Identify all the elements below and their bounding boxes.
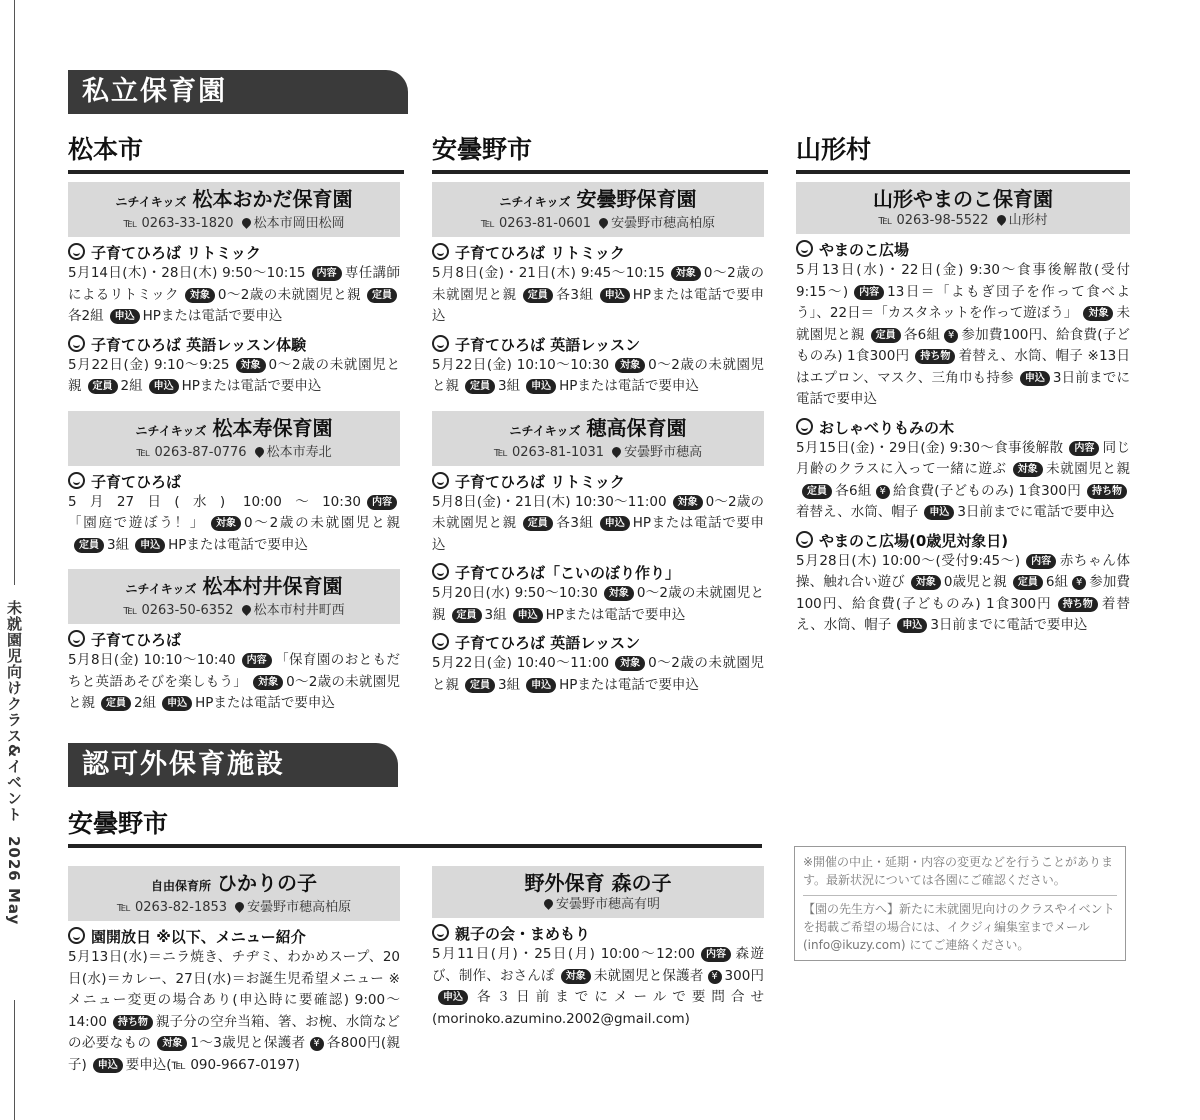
yen-icon: ¥	[876, 485, 890, 499]
event-detail-text: HPまたは電話で要申込	[168, 536, 308, 553]
event-detail-text: 未就園児と親	[796, 305, 1131, 343]
event-detail-text: 各2組	[68, 308, 104, 324]
nursery-name-line	[68, 573, 400, 602]
phone-number: ℡ 0263-82-1853	[116, 900, 228, 915]
nursery-name-box	[432, 411, 764, 466]
event-detail-text: 6組	[1045, 574, 1069, 590]
smiley-face-icon	[68, 630, 85, 647]
smiley-face-icon	[432, 633, 449, 650]
info-tag: 申込	[438, 990, 468, 1005]
event-detail-text: 各3組	[555, 515, 594, 531]
info-tag: 持ち物	[1087, 484, 1127, 499]
event-detail-text: 未就園児と保護者	[593, 967, 704, 984]
nursery-contact	[432, 444, 764, 462]
smiley-face-icon	[68, 243, 85, 260]
nursery-contact	[432, 215, 764, 233]
notice-box	[794, 846, 1126, 961]
event-title-text: 子育てひろば 英語レッスン体験	[91, 335, 307, 354]
event-detail-text: 専任講師によるリトミック	[68, 265, 400, 303]
event-detail-text: 5月28日(木) 10:00〜(受付9:45〜)	[796, 552, 1021, 569]
smiley-face-icon	[432, 243, 449, 260]
event-detail-text: 5月27日(水) 10:00〜10:30	[68, 493, 361, 510]
event-details	[796, 260, 1130, 411]
event-detail-text: 3組	[498, 676, 521, 693]
location-pin-icon	[240, 603, 253, 616]
smiley-face-icon	[432, 924, 449, 941]
event-detail-text: 要申込(℡ 090-9667-0197)	[125, 1056, 300, 1073]
event-detail-text: HPまたは電話で要申込	[559, 378, 699, 394]
info-tag: 内容	[242, 653, 272, 668]
event-details	[796, 438, 1130, 524]
section-banner-private: 私立保育園	[68, 70, 408, 114]
nursery-contact	[68, 215, 400, 233]
nursery-name-line	[68, 415, 400, 444]
info-tag: 申込	[600, 288, 630, 303]
event-title-text: 子育てひろば	[91, 631, 182, 649]
event-item	[432, 563, 764, 626]
event-detail-text: 0〜2歳の未就園児と親	[68, 673, 401, 711]
city-heading-azumino-unlicensed: 安曇野市	[68, 804, 762, 848]
info-tag: 申込	[600, 516, 630, 531]
event-item	[432, 472, 764, 557]
nursery-prefix: ニチイキッズ	[115, 195, 187, 209]
event-details	[432, 263, 764, 328]
info-tag: 内容	[701, 947, 731, 962]
info-tag: 申込	[513, 608, 543, 623]
event-title	[68, 927, 400, 947]
event-detail-text: 0〜2歳の未就園児と親	[432, 493, 764, 531]
column-morinoko	[432, 866, 764, 1037]
sidebar	[0, 0, 28, 1120]
event-detail-text: HPまたは電話で要申込	[432, 286, 764, 324]
event-detail-text: 300円	[724, 967, 764, 984]
event-detail-text: 0歳児と親	[943, 574, 1007, 590]
event-details	[432, 492, 764, 557]
event-item	[432, 633, 764, 696]
event-detail-text: 3日前までに電話で要申込	[957, 504, 1115, 520]
nursery-name: 松本村井保育園	[202, 574, 343, 598]
nursery-spacer	[68, 722, 400, 728]
event-title	[432, 243, 764, 263]
info-tag: 定員	[101, 696, 131, 711]
event-detail-text: 給食費(子どものみ) 1食300円	[892, 482, 1082, 499]
nursery-address: 安曇野市穂高柏原	[611, 216, 716, 231]
nursery-name-box	[432, 866, 764, 918]
info-tag: 対象	[671, 266, 701, 281]
phone-number: ℡ 0263-50-6352	[123, 603, 234, 618]
nursery-name: 穂高保育園	[586, 415, 687, 440]
info-tag: 定員	[465, 678, 495, 693]
info-tag: 定員	[74, 538, 104, 553]
yen-icon: ¥	[944, 329, 958, 343]
smiley-face-icon	[796, 240, 813, 257]
event-detail-text: 同じ月齢のクラスに入って一緒に遊ぶ	[796, 439, 1130, 477]
nursery-name-line	[68, 870, 400, 899]
event-detail-text: 森遊び、制作、おさんぽ	[432, 946, 765, 984]
info-tag: 対象	[561, 969, 591, 984]
nursery-name-box	[68, 411, 400, 466]
info-tag: 対象	[615, 358, 645, 373]
event-detail-text: 5月15日(金)・29日(金) 9:30〜食事後解散	[796, 439, 1064, 456]
info-tag: 内容	[1069, 441, 1099, 456]
event-detail-text: 2組	[134, 695, 157, 711]
nursery-prefix: ニチイキッズ	[499, 195, 571, 209]
event-detail-text: 「園庭で遊ぼう！」	[68, 515, 206, 531]
event-detail-text: 5月14日(木)・28日(木) 9:50〜10:15	[68, 265, 306, 281]
nursery-name: 松本おかだ保育園	[192, 187, 353, 211]
event-title	[796, 240, 1130, 260]
sidebar-line-top	[14, 0, 15, 585]
info-tag: 定員	[523, 288, 553, 303]
info-tag: 定員	[871, 328, 901, 343]
event-detail-text: 5月22日(金) 10:40〜11:00	[432, 655, 610, 671]
info-tag: 内容	[312, 266, 342, 281]
yen-icon: ¥	[708, 970, 722, 984]
info-tag: 申込	[93, 1058, 123, 1073]
event-detail-text: 13日＝「よもぎ団子を作って食べよう」、22日＝「カスタネットを作って遊ぼう」	[796, 283, 1130, 321]
event-detail-text: 1〜3歳児と保護者	[190, 1035, 306, 1051]
event-title-text: 子育てひろば「こいのぼり作り」	[455, 564, 681, 582]
event-detail-text: 3日前までに電話で要申込	[930, 617, 1088, 633]
info-tag: 対象	[211, 516, 241, 531]
sidebar-issue: 2026 May	[5, 836, 23, 926]
event-detail-text: HPまたは電話で要申込	[545, 606, 686, 623]
event-detail-text: 5月11日(月)・25日(月) 10:00〜12:00	[432, 946, 696, 962]
info-tag: 対象	[1013, 462, 1043, 477]
event-details	[68, 947, 400, 1076]
nursery-contact	[68, 899, 400, 917]
nursery-name-line	[432, 415, 764, 444]
info-tag: 対象	[615, 656, 645, 671]
nursery-name: 山形やまのこ保育園	[873, 187, 1053, 211]
smiley-face-icon	[796, 531, 813, 548]
event-item	[796, 240, 1130, 411]
location-pin-icon	[995, 213, 1008, 226]
event-item	[68, 243, 400, 328]
event-item	[432, 243, 764, 328]
event-detail-text: 赤ちゃん体操、触れ合い遊び	[796, 552, 1130, 590]
smiley-face-icon	[68, 927, 85, 944]
event-title	[68, 472, 400, 492]
smiley-face-icon	[796, 418, 813, 435]
nursery-name-box	[68, 182, 400, 237]
event-details	[68, 263, 400, 328]
info-tag: 対象	[185, 288, 215, 303]
info-tag: 対象	[673, 495, 703, 510]
event-title	[796, 531, 1130, 551]
info-tag: 申込	[1020, 371, 1050, 386]
event-title-text: 子育てひろば リトミック	[455, 244, 625, 262]
event-detail-text: 着替え、水筒、帽子 ※13日はエプロン、マスク、三角巾も持参	[796, 348, 1131, 386]
nursery-prefix: ニチイキッズ	[509, 423, 581, 438]
info-tag: 申込	[897, 618, 927, 633]
info-tag: 定員	[452, 608, 482, 623]
nursery-name-line	[432, 870, 764, 896]
info-tag: 定員	[367, 288, 397, 303]
event-detail-text: 3日前までに電話で要申込	[796, 369, 1130, 407]
event-title	[68, 243, 400, 263]
info-tag: 定員	[1013, 575, 1043, 590]
nursery-name: ひかりの子	[217, 871, 317, 895]
event-detail-text: 0〜2歳の未就園児と親	[432, 655, 764, 693]
event-detail-text: 0〜2歳の未就園児と親	[244, 515, 400, 531]
nursery-name: 野外保育 森の子	[524, 871, 672, 895]
event-title	[68, 630, 400, 650]
event-detail-text: 5月20日(水) 9:50〜10:30	[432, 585, 598, 601]
nursery-name: 松本寿保育園	[212, 415, 333, 440]
event-detail-text: 5月13日(水)・22日(金) 9:30〜食事後解散(受付9:15〜)	[796, 262, 1130, 300]
smiley-face-icon	[432, 472, 449, 489]
event-title	[432, 472, 764, 492]
event-item	[68, 630, 400, 715]
nursery-address: 安曇野市穂高有明	[555, 897, 660, 912]
event-detail-text: 親子分の空弁当箱、箸、お椀、水筒などの必要なもの	[68, 1013, 400, 1051]
event-title-text: おしゃべりもみの木	[819, 418, 955, 437]
nursery-name-box	[68, 866, 400, 921]
info-tag: 対象	[157, 1036, 187, 1051]
nursery-address: 安曇野市穂高柏原	[247, 900, 352, 915]
nursery-prefix: ニチイキッズ	[125, 582, 197, 596]
event-detail-text: 5月13日(水)＝ニラ焼き、チヂミ、わかめスープ、20日(水)＝カレー、27日(水)＝お誕生児希望メニュー ※メニュー変更の場合あり(申込時に要確認) 9:00〜14:00	[68, 949, 400, 1030]
event-detail-text: 0〜2歳の未就園児と親	[68, 356, 400, 394]
event-detail-text: HPまたは電話で要申込	[559, 676, 699, 693]
info-tag: 定員	[523, 516, 553, 531]
column-matsumoto	[68, 182, 400, 728]
nursery-address: 松本市村井町西	[253, 603, 345, 618]
info-tag: 持ち物	[113, 1015, 153, 1030]
event-detail-text: 参加費100円、給食費(子どものみ) 1食300円	[796, 574, 1131, 612]
event-details	[68, 650, 400, 715]
info-tag: 申込	[149, 379, 179, 394]
info-tag: 内容	[854, 285, 884, 300]
phone-number: ℡ 0263-81-1031	[493, 444, 605, 460]
info-tag: 申込	[135, 538, 165, 553]
yen-icon: ¥	[1072, 576, 1086, 590]
event-detail-text: 着替え、水筒、帽子	[796, 504, 919, 520]
info-tag: 申込	[526, 678, 556, 693]
smiley-face-icon	[68, 335, 85, 352]
nursery-name: 安曇野保育園	[576, 187, 697, 211]
nursery-prefix: 自由保育所	[150, 879, 211, 893]
smiley-face-icon	[68, 472, 85, 489]
phone-number: ℡ 0263-98-5522	[878, 213, 989, 228]
info-tag: 申込	[110, 309, 140, 324]
event-title	[432, 563, 764, 583]
nursery-address: 松本市寿北	[266, 444, 332, 460]
column-azumino	[432, 182, 764, 709]
event-title-text: 子育てひろば リトミック	[91, 244, 261, 262]
event-detail-text: 参加費100円、給食費(子どものみ) 1食300円	[796, 326, 1130, 364]
sidebar-title: 未就園児向けクラス&イベント	[5, 600, 23, 823]
event-item	[796, 531, 1130, 637]
event-details	[68, 492, 400, 557]
smiley-face-icon	[432, 335, 449, 352]
event-detail-text: 5月22日(金) 10:10〜10:30	[432, 356, 610, 373]
city-heading-yamagata: 山形村	[796, 130, 1130, 174]
info-tag: 内容	[367, 495, 397, 510]
event-detail-text: 未就園児と親	[1045, 461, 1130, 477]
event-title	[432, 335, 764, 355]
event-detail-text: 3組	[484, 606, 507, 623]
info-tag: 対象	[253, 675, 283, 690]
nursery-address: 松本市岡田松岡	[253, 216, 345, 231]
event-detail-text: 2組	[120, 378, 143, 394]
event-details	[432, 583, 764, 626]
nursery-contact	[432, 896, 764, 914]
nursery-contact	[68, 444, 400, 462]
event-detail-text: 各３日前までにメールで要問合せ (morinoko.azumino.2002@gmail.com)	[432, 989, 764, 1027]
location-pin-icon	[240, 216, 253, 229]
event-detail-text: 3組	[498, 378, 521, 394]
event-item	[796, 418, 1130, 524]
event-details	[796, 551, 1130, 637]
nursery-name-box	[432, 182, 764, 237]
phone-number: ℡ 0263-81-0601	[480, 216, 592, 231]
event-detail-text: 「保育園のおともだちと英語あそびを楽しもう」	[68, 652, 400, 690]
yen-icon: ¥	[310, 1037, 324, 1051]
event-title	[432, 633, 764, 653]
nursery-prefix: ニチイキッズ	[135, 423, 207, 438]
info-tag: 申込	[924, 505, 954, 520]
event-title-text: やまのこ広場	[819, 241, 910, 259]
event-title-text: 子育てひろば 英語レッスン	[455, 335, 641, 354]
event-detail-text: 5月8日(金) 10:10〜10:40	[68, 652, 236, 668]
nursery-contact	[68, 602, 400, 620]
info-tag: 申込	[162, 696, 192, 711]
city-heading-matsumoto: 松本市	[68, 130, 404, 174]
event-details	[432, 944, 764, 1030]
info-tag: 対象	[236, 358, 266, 373]
event-details	[432, 653, 764, 696]
notice-text-2: 【園の先生方へ】新たに未就園児向けのクラスやイベントを掲載ご希望の場合には、イクジィ編集室までメール(info@ikuzy.com) にてご連絡ください。	[803, 902, 1115, 952]
section-banner-unlicensed: 認可外保育施設	[68, 743, 398, 787]
event-item	[432, 924, 764, 1030]
event-detail-text: HPまたは電話で要申込	[142, 308, 283, 324]
event-detail-text: HPまたは電話で要申込	[181, 378, 322, 394]
notice-divider	[803, 895, 1117, 896]
event-detail-text: 0〜2歳の未就園児と親	[432, 585, 764, 623]
smiley-face-icon	[432, 563, 449, 580]
info-tag: 対象	[604, 586, 634, 601]
event-detail-text: 各6組	[835, 482, 872, 499]
event-detail-text: HPまたは電話で要申込	[432, 515, 764, 553]
event-detail-text: 5月22日(金) 9:10〜9:25	[68, 356, 230, 373]
event-detail-text: 5月8日(金)・21日(木) 9:45〜10:15	[432, 265, 665, 281]
location-pin-icon	[542, 897, 555, 910]
column-yamagata	[796, 182, 1130, 644]
phone-number: ℡ 0263-33-1820	[123, 216, 234, 231]
info-tag: 持ち物	[1058, 597, 1098, 612]
event-title-text: 親子の会・まめもり	[455, 925, 591, 943]
nursery-address: 安曇野市穂高	[624, 444, 703, 460]
event-title-text: 子育てひろば	[91, 472, 182, 491]
event-title-text: 子育てひろば リトミック	[455, 472, 625, 491]
location-pin-icon	[610, 445, 623, 458]
notice-text-1: ※開催の中止・延期・内容の変更などを行うことがあります。最新状況については各園にご確認ください。	[803, 855, 1114, 887]
city-heading-azumino: 安曇野市	[432, 130, 768, 174]
sidebar-label	[4, 600, 25, 926]
nursery-contact	[796, 212, 1130, 230]
event-title	[68, 335, 400, 355]
info-tag: 内容	[1026, 554, 1056, 569]
event-detail-text: 5月8日(金)・21日(木) 10:30〜11:00	[432, 493, 667, 510]
event-detail-text: 着替え、水筒、帽子	[796, 595, 1130, 633]
info-tag: 対象	[911, 575, 941, 590]
event-detail-text: 3組	[107, 536, 130, 553]
location-pin-icon	[597, 216, 610, 229]
phone-number: ℡ 0263-87-0776	[136, 444, 247, 460]
nursery-name-line	[432, 186, 764, 215]
info-tag: 対象	[1083, 306, 1113, 321]
info-tag: 申込	[526, 379, 556, 394]
event-item	[68, 472, 400, 557]
nursery-spacer	[432, 703, 764, 709]
info-tag: 定員	[802, 484, 832, 499]
event-detail-text: 各6組	[903, 326, 941, 343]
event-details	[432, 355, 764, 398]
event-detail-text: 0〜2歳の未就園児と親	[432, 356, 764, 394]
event-detail-text: 0〜2歳の未就園児と親	[432, 265, 764, 303]
location-pin-icon	[253, 445, 266, 458]
nursery-address: 山形村	[1008, 213, 1048, 228]
info-tag: 持ち物	[915, 349, 955, 364]
sidebar-line-bottom	[14, 1000, 15, 1120]
info-tag: 定員	[465, 379, 495, 394]
event-detail-text: 各800円(親子)	[68, 1035, 401, 1073]
event-title-text: 子育てひろば 英語レッスン	[455, 634, 641, 652]
event-item	[432, 335, 764, 398]
nursery-name-line	[68, 186, 400, 215]
event-detail-text: 各3組	[555, 286, 594, 303]
event-detail-text: HPまたは電話で要申込	[195, 695, 335, 711]
nursery-name-box	[68, 569, 400, 624]
location-pin-icon	[233, 900, 246, 913]
event-title	[432, 924, 764, 944]
event-title	[796, 418, 1130, 438]
event-item	[68, 335, 400, 398]
nursery-name-box	[796, 182, 1130, 234]
column-hikarinoko	[68, 866, 400, 1083]
info-tag: 定員	[88, 379, 118, 394]
event-details	[68, 355, 400, 398]
event-item	[68, 927, 400, 1076]
event-detail-text: 0〜2歳の未就園児と親	[217, 286, 361, 303]
nursery-name-line	[796, 186, 1130, 212]
event-title-text: やまのこ広場(0歳児対象日)	[819, 531, 1009, 550]
event-title-text: 園開放日 ※以下、メニュー紹介	[91, 928, 306, 946]
